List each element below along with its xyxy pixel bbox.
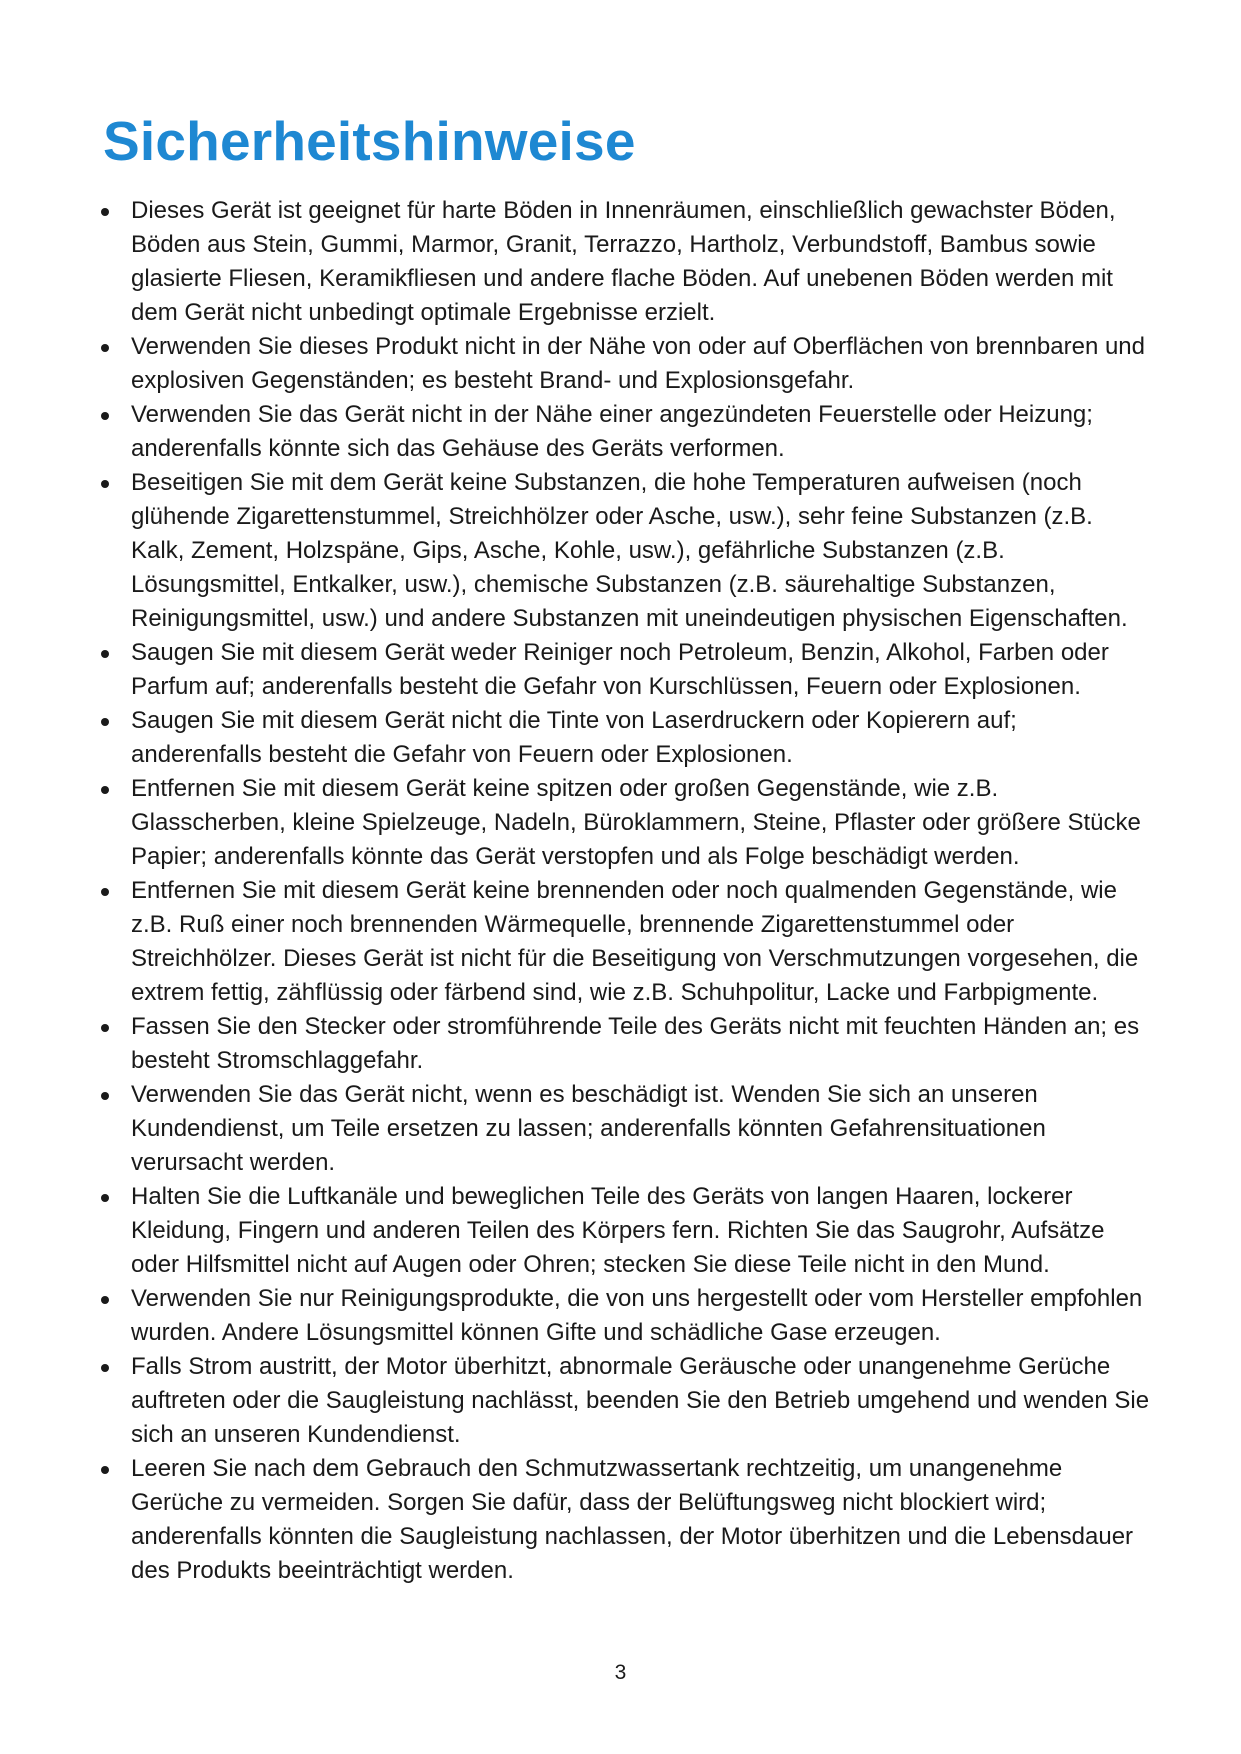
bullet-icon: [101, 1024, 109, 1032]
list-item-text: Saugen Sie mit diesem Gerät weder Reiniger noch Petroleum, Benzin, Alkohol, Farben oder Parfum auf; anderenfalls besteht die Gefahr von Kurschlüssen, Feuern oder Explosionen.: [131, 639, 1109, 700]
bullet-icon: [101, 208, 109, 216]
bullet-icon: [101, 1194, 109, 1202]
bullet-icon: [101, 480, 109, 488]
list-item: [131, 1010, 1151, 1078]
list-item: [131, 1180, 1151, 1282]
bullet-icon: [101, 718, 109, 726]
list-item-text: Verwenden Sie das Gerät nicht in der Nähe einer angezündeten Feuerstelle oder Heizung; anderenfalls könnte sich das Gehäuse des Geräts verformen.: [131, 401, 1093, 462]
bullet-icon: [101, 412, 109, 420]
list-item-text: Beseitigen Sie mit dem Gerät keine Substanzen, die hohe Temperaturen aufweisen (noch glühende Zigarettenstummel, Streichhölzer oder Asche, usw.), sehr feine Substanzen (z.B. Kalk, Zement, Holzspäne, Gips, Asche, Kohle, usw.), gefährliche Substanzen (z.B. Lösungsmittel, Entkalker, usw.), chemische Substanzen (z.B. säurehaltige Substanzen, Reinigungsmittel, usw.) und andere Substanzen mit uneindeutigen physischen Eigenschaften.: [131, 469, 1128, 632]
list-item: [131, 330, 1151, 398]
safety-instructions-list: [131, 194, 1151, 1588]
page-title: Sicherheitshinweise: [103, 110, 636, 172]
list-item-text: Verwenden Sie das Gerät nicht, wenn es beschädigt ist. Wenden Sie sich an unseren Kundendienst, um Teile ersetzen zu lassen; anderenfalls könnten Gefahrensituationen verursacht werden.: [131, 1081, 1046, 1176]
list-item: [131, 636, 1151, 704]
list-item-text: Entfernen Sie mit diesem Gerät keine brennenden oder noch qualmenden Gegenstände, wie z.B. Ruß einer noch brennenden Wärmequelle, brennende Zigarettenstummel oder Streichhölzer. Dieses Gerät ist nicht für die Beseitigung von Verschmutzungen vorgesehen, die extrem fettig, zähflüssig oder färbend sind, wie z.B. Schuhpolitur, Lacke und Farbpigmente.: [131, 877, 1139, 1006]
bullet-icon: [101, 786, 109, 794]
list-item-text: Entfernen Sie mit diesem Gerät keine spitzen oder großen Gegenstände, wie z.B. Glasscherben, kleine Spielzeuge, Nadeln, Büroklammern, Steine, Pflaster oder größere Stücke Papier; anderenfalls könnte das Gerät verstopfen und als Folge beschädigt werden.: [131, 775, 1141, 870]
list-item: [131, 704, 1151, 772]
list-item: [131, 1452, 1151, 1588]
list-item: [131, 466, 1151, 636]
list-item-text: Halten Sie die Luftkanäle und beweglichen Teile des Geräts von langen Haaren, lockerer Kleidung, Fingern und anderen Teilen des Körpers fern. Richten Sie das Saugrohr, Aufsätze oder Hilfsmittel nicht auf Augen oder Ohren; stecken Sie diese Teile nicht in den Mund.: [131, 1183, 1105, 1278]
list-item: [131, 1078, 1151, 1180]
bullet-icon: [101, 344, 109, 352]
bullet-icon: [101, 1466, 109, 1474]
list-item-text: Saugen Sie mit diesem Gerät nicht die Tinte von Laserdruckern oder Kopierern auf; anderenfalls besteht die Gefahr von Feuern oder Explosionen.: [131, 707, 1017, 768]
bullet-icon: [101, 1364, 109, 1372]
list-item-text: Verwenden Sie nur Reinigungsprodukte, die von uns hergestellt oder vom Hersteller empfohlen wurden. Andere Lösungsmittel können Gifte und schädliche Gase erzeugen.: [131, 1285, 1143, 1346]
list-item: [131, 194, 1151, 330]
list-item: [131, 874, 1151, 1010]
list-item-text: Verwenden Sie dieses Produkt nicht in der Nähe von oder auf Oberflächen von brennbaren und explosiven Gegenständen; es besteht Brand- und Explosionsgefahr.: [131, 333, 1145, 394]
list-item-text: Dieses Gerät ist geeignet für harte Böden in Innenräumen, einschließlich gewachster Böden, Böden aus Stein, Gummi, Marmor, Granit, Terrazzo, Hartholz, Verbundstoff, Bambus sowie glasierte Fliesen, Keramikfliesen und andere flache Böden. Auf unebenen Böden werden mit dem Gerät nicht unbedingt optimale Ergebnisse erzielt.: [131, 197, 1116, 326]
page-number: 3: [614, 1661, 627, 1684]
list-item: [131, 398, 1151, 466]
list-item: [131, 1282, 1151, 1350]
list-item: [131, 772, 1151, 874]
bullet-icon: [101, 1092, 109, 1100]
bullet-icon: [101, 650, 109, 658]
bullet-icon: [101, 888, 109, 896]
list-item-text: Leeren Sie nach dem Gebrauch den Schmutzwassertank rechtzeitig, um unangenehme Gerüche zu vermeiden. Sorgen Sie dafür, dass der Belüftungsweg nicht blockiert wird; anderenfalls könnten die Saugleistung nachlassen, der Motor überhitzen und die Lebensdauer des Produkts beeinträchtigt werden.: [131, 1455, 1134, 1584]
list-item: [131, 1350, 1151, 1452]
bullet-icon: [101, 1296, 109, 1304]
list-item-text: Fassen Sie den Stecker oder stromführende Teile des Geräts nicht mit feuchten Händen an; es besteht Stromschlaggefahr.: [131, 1013, 1140, 1074]
list-item-text: Falls Strom austritt, der Motor überhitzt, abnormale Geräusche oder unangenehme Gerüche auftreten oder die Saugleistung nachlässt, beenden Sie den Betrieb umgehend und wenden Sie sich an unseren Kundendienst.: [131, 1353, 1150, 1448]
